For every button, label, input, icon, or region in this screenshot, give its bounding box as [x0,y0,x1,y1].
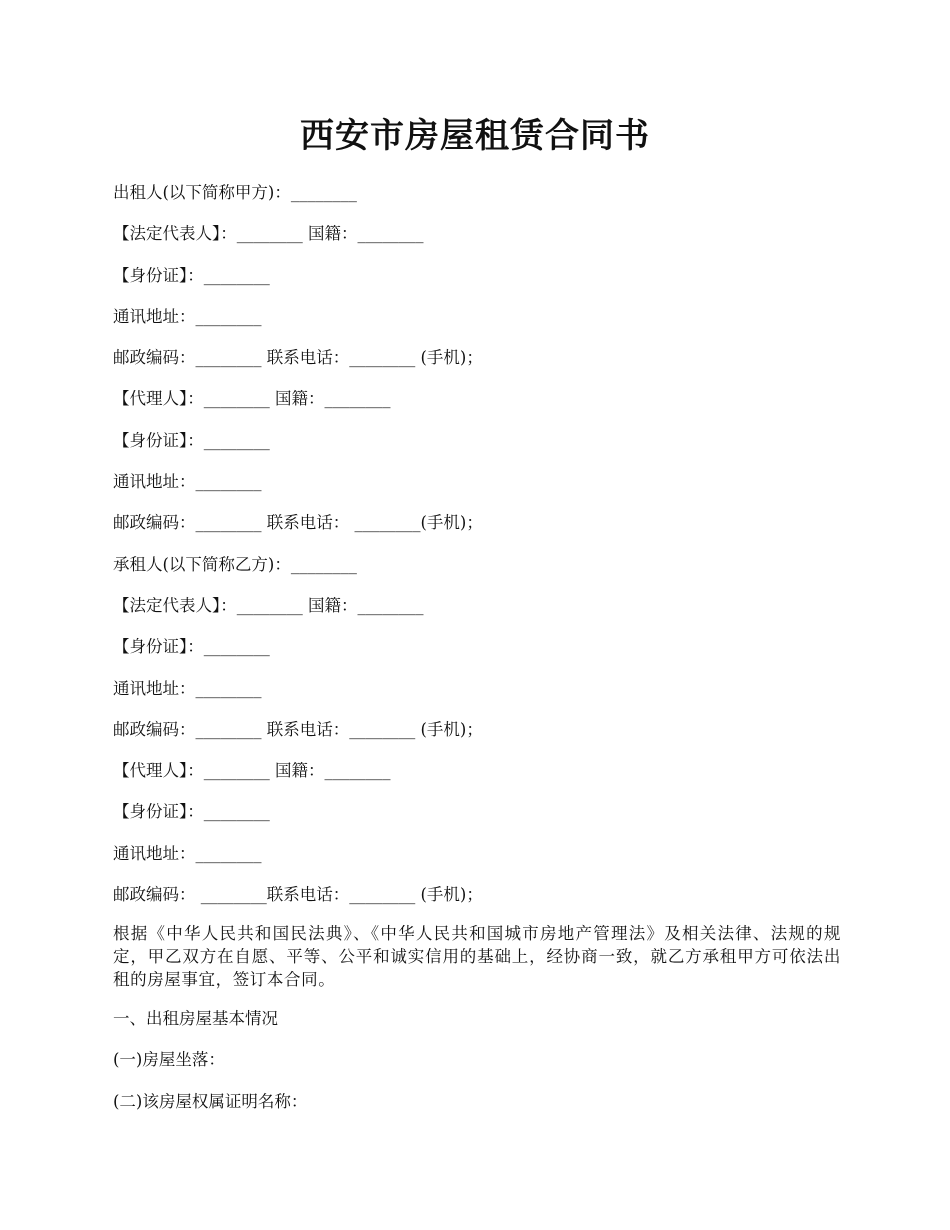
section-heading: 一、出租房屋基本情况 [113,1009,278,1028]
lessee-postcode-phone-line: 邮政编码：________ 联系电话：________ (手机)； [113,719,483,739]
lessor-address-line: 通讯地址：________ [113,306,262,326]
item-ownership-certificate: (二)该房屋权属证明名称： [113,1091,308,1111]
lessor-agent-address-line: 通讯地址：________ [113,472,262,492]
lessee-id-line: 【身份证】：________ [113,637,270,657]
lessee-agent-address-line: 通讯地址：________ [113,843,262,863]
lessor-agent-id-line: 【身份证】：________ [113,430,270,450]
document-title: 西安市房屋租赁合同书 [300,116,650,156]
lessor-agent-postcode-phone-line: 邮政编码：________ 联系电话： ________(手机)； [113,513,483,533]
party-info-block [113,180,843,923]
lessee-agent-line: 【代理人】：________ 国籍：________ [113,761,391,781]
lessee-agent-postcode-phone-line: 邮政编码： ________联系电话：________ (手机)； [113,885,483,905]
lessor-line: 出租人(以下简称甲方)：________ [113,183,357,202]
lessee-legal-rep-line: 【法定代表人】：________ 国籍：________ [113,595,424,615]
section-one-block [113,1006,843,1130]
lessor-agent-line: 【代理人】：________ 国籍：________ [113,389,391,409]
preamble-paragraph: 根据《中华人民共和国民法典》、《中华人民共和国城市房地产管理法》及相关法律、法规的规定，甲乙双方在自愿、平等、公平和诚实信用的基础上，经协商一致，就乙方承租甲方可依法出租的房屋事宜，签订本合同。 [113,924,841,989]
lessor-legal-rep-line: 【法定代表人】：________ 国籍：________ [113,224,424,244]
lessee-address-line: 通讯地址：________ [113,678,262,698]
lessee-line: 承租人(以下简称乙方)：________ [113,554,357,574]
lessor-postcode-phone-line: 邮政编码：________ 联系电话：________ (手机)； [113,348,483,368]
lessee-agent-id-line: 【身份证】：________ [113,802,270,822]
item-property-location: (一)房屋坐落： [113,1050,225,1070]
lessor-id-line: 【身份证】：________ [113,265,270,285]
